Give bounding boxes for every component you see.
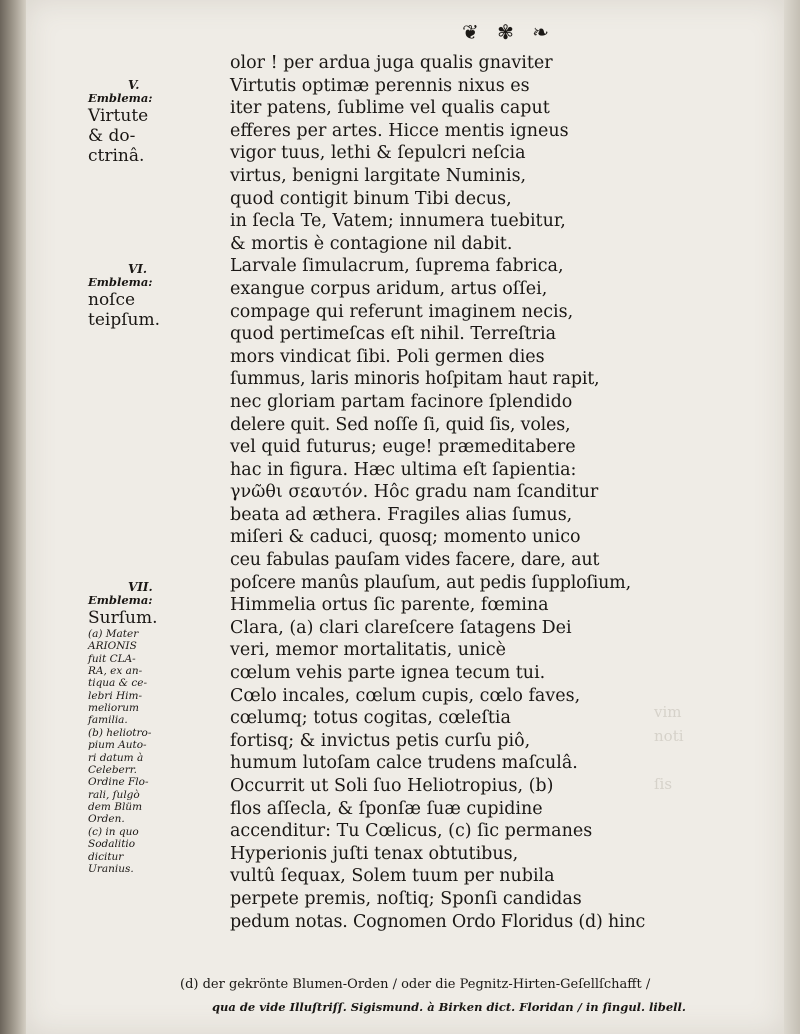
margin-footnote-line: pium Auto- [88, 739, 147, 752]
margin-footnote-line: Celeberr. [88, 763, 137, 776]
margin-footnote-line: Sodalitio [88, 838, 136, 851]
emblem-motto-line: Virtute [88, 105, 149, 126]
poem-line: quod pertimeſcas eſt nihil. Terreſtria [230, 324, 557, 345]
emblem-motto-line: noſce [88, 289, 136, 310]
margin-footnote-line: familia. [88, 714, 128, 727]
poem-line: cœlum vehis parte ignea tecum tui. [230, 663, 546, 684]
poem-line: & mortis è contagione nil dabit. [230, 233, 513, 254]
bleed-through-line: ſis [654, 775, 673, 793]
emblem-label: Emblema: [88, 593, 153, 608]
emblem-motto-line: & do- [88, 125, 136, 146]
bleed-through-line [654, 748, 734, 772]
footnote-d [180, 974, 794, 1018]
poem-line: pedum notas. Cognomen Ordo Floridus (d) hinc [230, 911, 646, 932]
page-edge [784, 0, 800, 1034]
poem-line: ſummus, laris minoris hoſpitam haut rapit, [230, 369, 600, 390]
margin-footnote-line: dicitur [88, 850, 124, 863]
margin-footnote-line: ri datum à [88, 751, 144, 764]
emblem-number: VI. [128, 262, 148, 276]
poem-line: flos aſſecla, & ſponſæ ſuæ cupidine [230, 798, 543, 819]
emblem-motto-line: teipſum. [88, 309, 160, 330]
poem-line: veri, memor mortalitatis, unicè [230, 640, 506, 661]
poem-line: quod contigit binum Tibi decus, [230, 188, 512, 209]
poem-line: vigor tuus, lethi & ſepulcri neſcia [230, 143, 526, 164]
poem-line: cœlumq; totus cogitas, cœleſtia [230, 708, 511, 729]
poem-line: nec gloriam partam facinore ſplendido [230, 391, 573, 412]
emblem-label: Emblema: [88, 91, 153, 106]
poem-line: accenditur: Tu Cœlicus, (c) ſic permanes [230, 821, 593, 842]
margin-footnote-line: (a) Mater [88, 627, 139, 640]
poem-line: compage qui referunt imaginem necis, [230, 301, 574, 322]
poem-line: Himmelia ortus ſic parente, fœmina [230, 595, 549, 616]
margin-footnote-line: dem Blüm [88, 801, 143, 814]
emblem-number: VII. [128, 580, 153, 594]
bleed-through-line [654, 844, 734, 868]
poem-line: Virtutis optimæ perennis nixus es [230, 75, 530, 96]
footnote-line: qua de vide Illuſtriſſ. Sigismund. à Birken dict. Floridan / in ſingul. libell. [212, 1000, 686, 1014]
poem-line: hac in figura. Hæc ultima eſt ſapientia: [230, 459, 577, 480]
margin-note-vii [88, 580, 158, 875]
footnote-line: (d) der gekrönte Blumen-Orden / oder die Pegnitz-Hirten-Geſellſchafft / [180, 977, 651, 992]
margin-footnote-line: Uranius. [88, 862, 134, 875]
emblem-label: Emblema: [88, 275, 153, 290]
poem-line: efferes per artes. Hicce mentis igneus [230, 120, 569, 141]
bleed-through-line [654, 892, 734, 916]
poem-line: Clara, (a) clari clareſcere ſatagens Dei [230, 617, 572, 638]
bleed-through-text [654, 700, 734, 916]
poem-line: Hyperionis juſti tenax obtutibus, [230, 843, 519, 864]
poem-line: iter patens, ſublime vel qualis caput [230, 98, 550, 119]
margin-footnote-line: (b) heliotro- [88, 726, 152, 739]
poem-line: in ſecla Te, Vatem; innumera tuebitur, [230, 211, 566, 232]
poem-line: Occurrit ut Soli ſuo Heliotropius, (b) [230, 776, 554, 796]
poem-line: fortisq; & invictus petis curſu piô, [230, 730, 531, 751]
poem-line: beata ad æthera. Fragiles alias ſumus, [230, 504, 573, 525]
poem-line: vel quid futurus; euge! præmeditabere [230, 437, 576, 458]
poem-line: humum lutoſam calce trudens maſculâ. [230, 753, 578, 774]
poem-line: Larvale ſimulacrum, ſuprema fabrica, [230, 256, 564, 277]
bleed-through-line: noti [654, 727, 684, 745]
margin-footnote-line: fuit CLA- [88, 652, 136, 665]
poem-line: perpete premis, noſtiq; Sponſi candidas [230, 888, 582, 909]
margin-footnote-line: Orden. [88, 813, 125, 826]
poem-line: miſeri & caduci, quosq; momento unico [230, 527, 581, 548]
poem-line: delere quit. Sed noſſe ſi, quid ſis, voles, [230, 414, 571, 435]
margin-footnote-line: RA, ex an- [88, 664, 143, 677]
emblem-motto-line: ctrinâ. [88, 145, 145, 166]
margin-footnote-line: tiqua & ce- [88, 677, 147, 690]
poem-line: exangue corpus aridum, artus oſſei, [230, 278, 548, 299]
margin-note-vi [88, 262, 160, 330]
margin-footnote-line: (c) in quo [88, 825, 139, 838]
margin-footnote-line: rali, ſulgò [88, 788, 140, 801]
margin-footnotes [88, 628, 158, 876]
bleed-through-line: vim [654, 703, 682, 721]
bleed-through-line [654, 820, 734, 844]
poem-line: Cœlo incales, cœlum cupis, cœlo faves, [230, 685, 581, 706]
book-spine-shadow [0, 0, 26, 1034]
bleed-through-line [654, 868, 734, 892]
poem-line: ceu fabulas pauſam vides facere, dare, aut [230, 550, 600, 571]
poem-line: vultû ſequax, Solem tuum per nubila [230, 866, 555, 887]
poem-line: olor ! per ardua juga qualis gnaviter [230, 53, 553, 73]
poem-line: mors vindicat ſibi. Poli germen dies [230, 346, 545, 367]
poem-line: poſcere manûs plauſum, aut pedis ſupploſium, [230, 572, 631, 593]
header-ornament: ❦ ✾ ❧ [462, 20, 555, 44]
margin-footnote-line: lebri Him- [88, 689, 143, 702]
paper-sheet [26, 0, 784, 1034]
margin-footnote-line: ARIONIS [88, 640, 137, 653]
emblem-number: V. [128, 78, 140, 92]
margin-footnote-line: meliorum [88, 702, 139, 715]
emblem-motto-line: Surſum. [88, 607, 158, 628]
margin-note-v [88, 78, 153, 166]
bleed-through-line [654, 796, 734, 820]
poem-line: γνῶθι σεαυτόν. Hôc gradu nam ſcanditur [230, 482, 599, 503]
margin-footnote-line: Ordine Flo- [88, 776, 149, 789]
poem-line: virtus, benigni largitate Numinis, [230, 165, 527, 186]
